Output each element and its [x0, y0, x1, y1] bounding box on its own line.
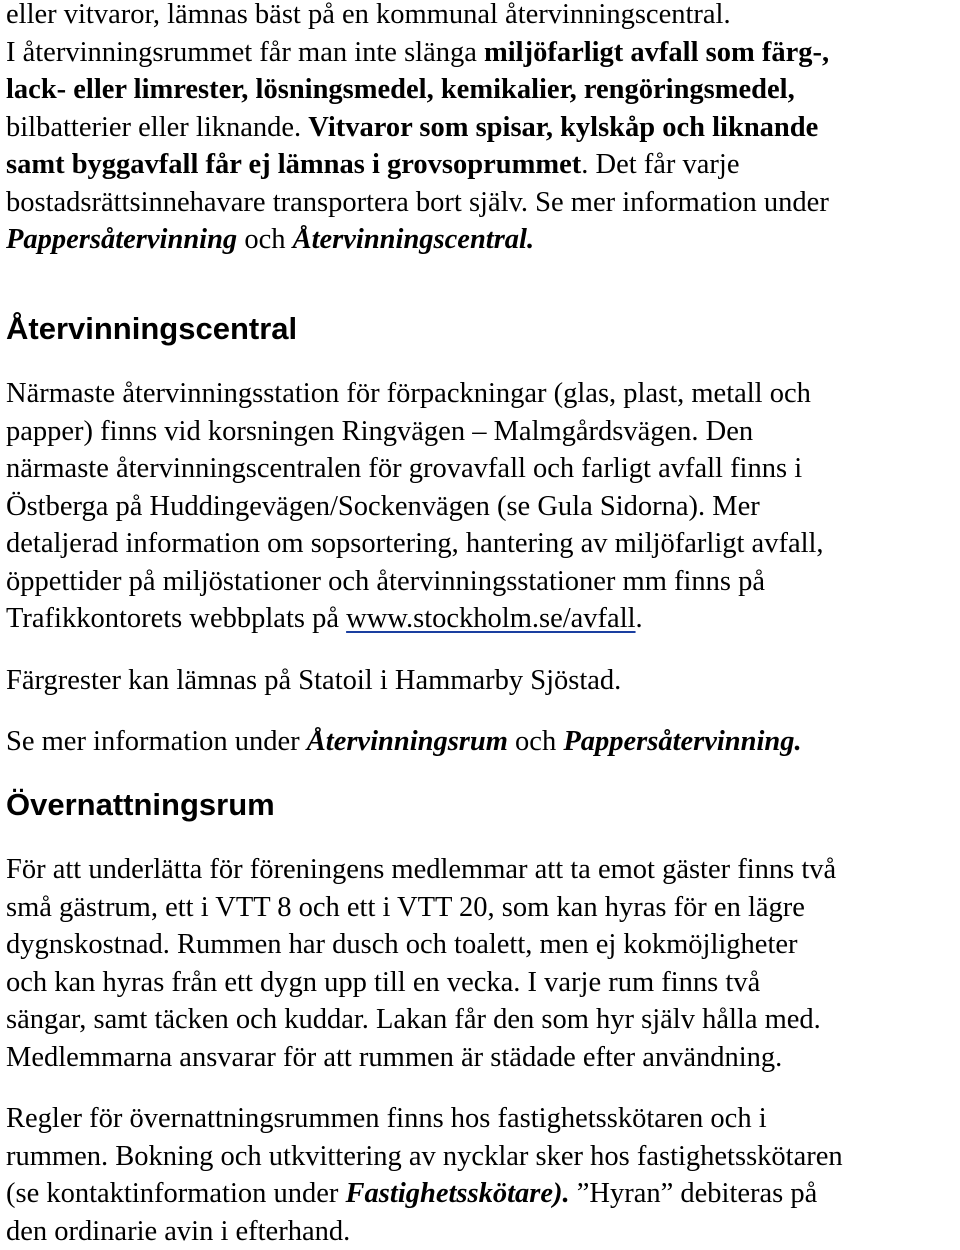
guest-rooms-heading: Övernattningsrum	[6, 785, 275, 825]
paint-paragraph: Färgrester kan lämnas på Statoil i Hammarby Sjöstad.	[6, 662, 621, 700]
intro-line-3: lack- eller limrester, lösningsmedel, kemikalier, rengöringsmedel,	[6, 71, 829, 109]
recycling-line-1: Närmaste återvinningsstation för förpackningar (glas, plast, metall och	[6, 375, 824, 413]
guest-rooms-line-4: och kan hyras från ett dygn upp till en vecka. I varje rum finns två	[6, 964, 836, 1002]
intro-line-6: bostadsrättsinnehavare transportera bort själv. Se mer information under	[6, 184, 829, 222]
appliances-emphasis: Vitvaror som spisar, kylskåp och liknande	[308, 112, 818, 143]
recycling-line-6: öppettider på miljöstationer och återvinningsstationer mm finns på	[6, 563, 824, 601]
intro-text: . Det får varje	[581, 149, 739, 180]
recycling-line-7	[6, 600, 824, 638]
guest-rooms-line-5: sängar, samt täcken och kuddar. Lakan får den som hyr själv hålla med.	[6, 1001, 836, 1039]
intro-text: och	[237, 224, 292, 255]
intro-text: I återvinningsrummet får man inte slänga	[6, 37, 484, 68]
recycling-line-2: papper) finns vid korsningen Ringvägen – Malmgårdsvägen. Den	[6, 413, 824, 451]
recycling-text: .	[636, 603, 643, 634]
rules-text: ”Hyran” debiteras på	[570, 1178, 818, 1209]
guest-rooms-line-1: För att underlätta för föreningens medlemmar att ta emot gäster finns två	[6, 851, 836, 889]
rules-line-4: den ordinarie avin i efterhand.	[6, 1213, 843, 1250]
rules-text: (se kontaktinformation under	[6, 1178, 346, 1209]
recycling-room-reference: Återvinningsrum	[307, 726, 508, 757]
intro-line-7	[6, 221, 829, 259]
bulky-waste-emphasis: samt byggavfall får ej lämnas i grovsoprummet	[6, 149, 581, 180]
rules-line-2: rummen. Bokning och utkvittering av nycklar sker hos fastighetsskötaren	[6, 1138, 843, 1176]
recycling-central-heading: Återvinningscentral	[6, 309, 297, 349]
intro-line-4	[6, 109, 829, 147]
guest-rooms-line-6: Medlemmarna ansvarar för att rummen är städade efter användning.	[6, 1039, 836, 1077]
guest-rooms-line-3: dygnskostnad. Rummen har dusch och toalett, men ej kokmöjligheter	[6, 926, 836, 964]
intro-line-1: eller vitvaror, lämnas bäst på en kommunal återvinningscentral.	[6, 0, 829, 34]
recycling-line-4: Östberga på Huddingevägen/Sockenvägen (se Gula Sidorna). Mer	[6, 488, 824, 526]
guest-rooms-line-2: små gästrum, ett i VTT 8 och ett i VTT 20, som kan hyras för en lägre	[6, 889, 836, 927]
see-more-paragraph	[6, 723, 802, 761]
see-more-text: och	[508, 726, 563, 757]
paper-recycling-reference: Pappersåtervinning.	[563, 726, 801, 757]
recycling-paragraph	[6, 375, 824, 638]
recycling-line-5: detaljerad information om sopsortering, hantering av miljöfarligt avfall,	[6, 525, 824, 563]
intro-text: bilbatterier eller liknande.	[6, 112, 308, 143]
paper-recycling-reference: Pappersåtervinning	[6, 224, 237, 255]
intro-line-2	[6, 34, 829, 72]
recycling-text: Trafikkontorets webbplats på	[6, 603, 346, 634]
recycling-line-3: närmaste återvinningscentralen för grovavfall och farligt avfall finns i	[6, 450, 824, 488]
guest-rooms-paragraph	[6, 851, 836, 1076]
recycling-central-reference: Återvinningscentral.	[293, 224, 535, 255]
rules-paragraph	[6, 1100, 843, 1250]
intro-line-5	[6, 146, 829, 184]
waste-info-link[interactable]: www.stockholm.se/avfall	[346, 603, 635, 634]
caretaker-reference: Fastighetsskötare).	[346, 1178, 570, 1209]
intro-paragraph	[6, 0, 829, 259]
hazardous-waste-emphasis: miljöfarligt avfall som färg-,	[484, 37, 829, 68]
rules-line-1: Regler för övernattningsrummen finns hos fastighetsskötaren och i	[6, 1100, 843, 1138]
rules-line-3	[6, 1175, 843, 1213]
see-more-text: Se mer information under	[6, 726, 307, 757]
